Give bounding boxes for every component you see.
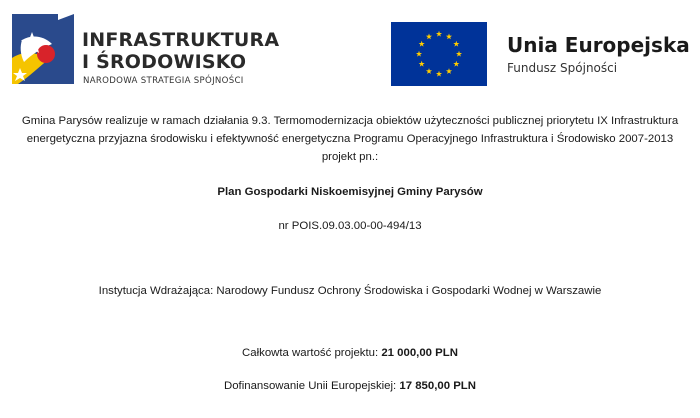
eu-cofunding-line (20, 377, 680, 395)
eu-cofunding-label: Dofinansowanie Unii Europejskiej: (223, 380, 400, 392)
project-value-label: Całkowta wartość projektu: (242, 347, 382, 359)
logo-line-2: I ŚRODOWISKO (82, 51, 247, 73)
eu-subtitle: Fundusz Spójności (507, 61, 618, 75)
eu-flag-icon (391, 22, 487, 86)
intro-paragraph: Gmina Parysów realizuje w ramach działania 9.3. Termomodernizacja obiektów użyteczności publicznej priorytetu IX Infrastruktura energetyczna przyjazna środowisku i efektywność energetyczna Programu Operacyjnego Infrastruktura i Środowisko 2007-2013 projekt pn.: (21, 115, 679, 163)
eu-cofunding-amount: 17 850,00 PLN (399, 380, 476, 392)
project-number: nr POIS.09.03.00-00-494/13 (278, 220, 422, 232)
project-value-line (20, 344, 680, 362)
infrastruktura-srodowisko-logo (12, 10, 280, 90)
logo-line-1: INFRASTRUKTURA (82, 29, 280, 51)
eu-title: Unia Europejska (507, 33, 690, 57)
logo-subtitle: NARODOWA STRATEGIA SPÓJNOŚCI (83, 76, 244, 86)
plan-title: Plan Gospodarki Niskoemisyjnej Gminy Parysów (217, 186, 483, 198)
project-value-amount: 21 000,00 PLN (381, 347, 458, 359)
program-star-emblem-icon (12, 14, 74, 88)
institution-line: Instytucja Wdrażająca: Narodowy Fundusz Ochrony Środowiska i Gospodarki Wodnej w Warszawie (98, 285, 602, 297)
